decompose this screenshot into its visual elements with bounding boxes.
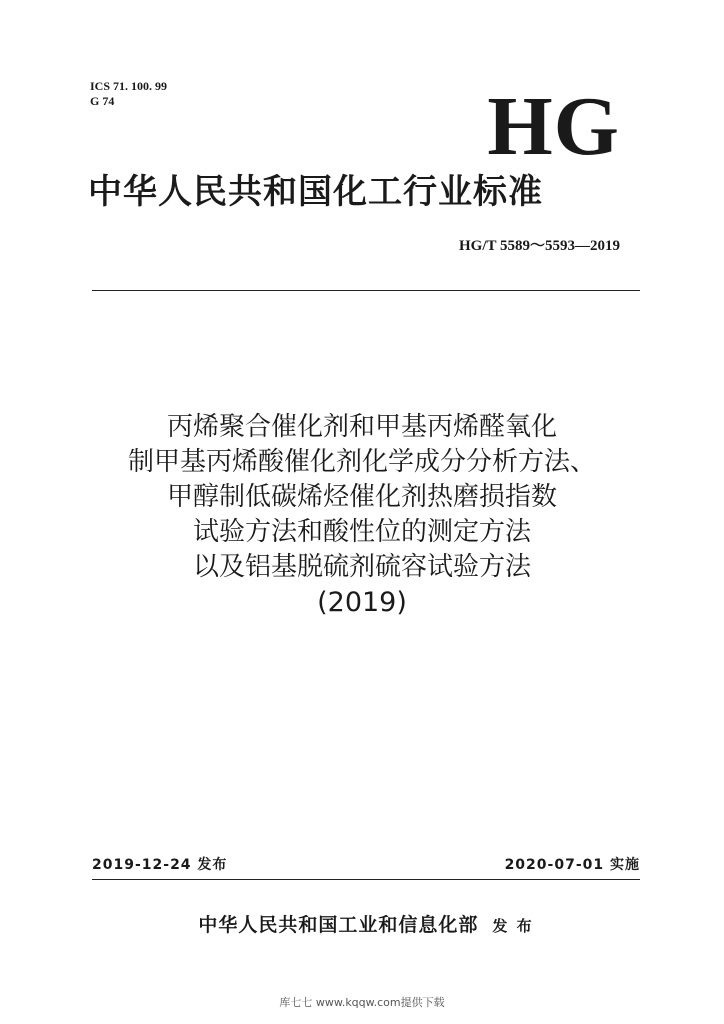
download-watermark: 库七七 www.kqqw.com提供下载 (279, 996, 445, 1009)
standard-category-title: 中华人民共和国化工行业标准 (88, 172, 543, 212)
title-line: 试验方法和酸性位的测定方法 (192, 517, 531, 547)
issuer-row (92, 912, 640, 939)
issuer-suffix: 发 布 (492, 917, 534, 935)
issue-date: 2019-12-24 发布 (92, 857, 228, 873)
title-year: (2019) (317, 587, 407, 618)
issuer-name: 中华人民共和国工业和信息化部 (198, 914, 479, 936)
ccs-code: G 74 (90, 94, 115, 108)
document-title (62, 410, 662, 620)
title-line: 丙烯聚合催化剂和甲基丙烯醛氧化 (166, 412, 557, 442)
top-divider (92, 290, 640, 291)
implementation-date: 2020-07-01 实施 (504, 857, 640, 873)
bottom-divider (92, 879, 640, 880)
hg-logo: HG (487, 80, 620, 173)
title-line: 甲醇制低碳烯烃催化剂热磨损指数 (166, 482, 557, 512)
title-line: 制甲基丙烯酸催化剂化学成分分析方法、 (127, 447, 596, 477)
ics-code: ICS 71. 100. 99 (90, 79, 168, 93)
title-line: 以及铝基脱硫剂硫容试验方法 (192, 552, 531, 582)
standard-number: HG/T 5589～5593—2019 (459, 238, 620, 254)
